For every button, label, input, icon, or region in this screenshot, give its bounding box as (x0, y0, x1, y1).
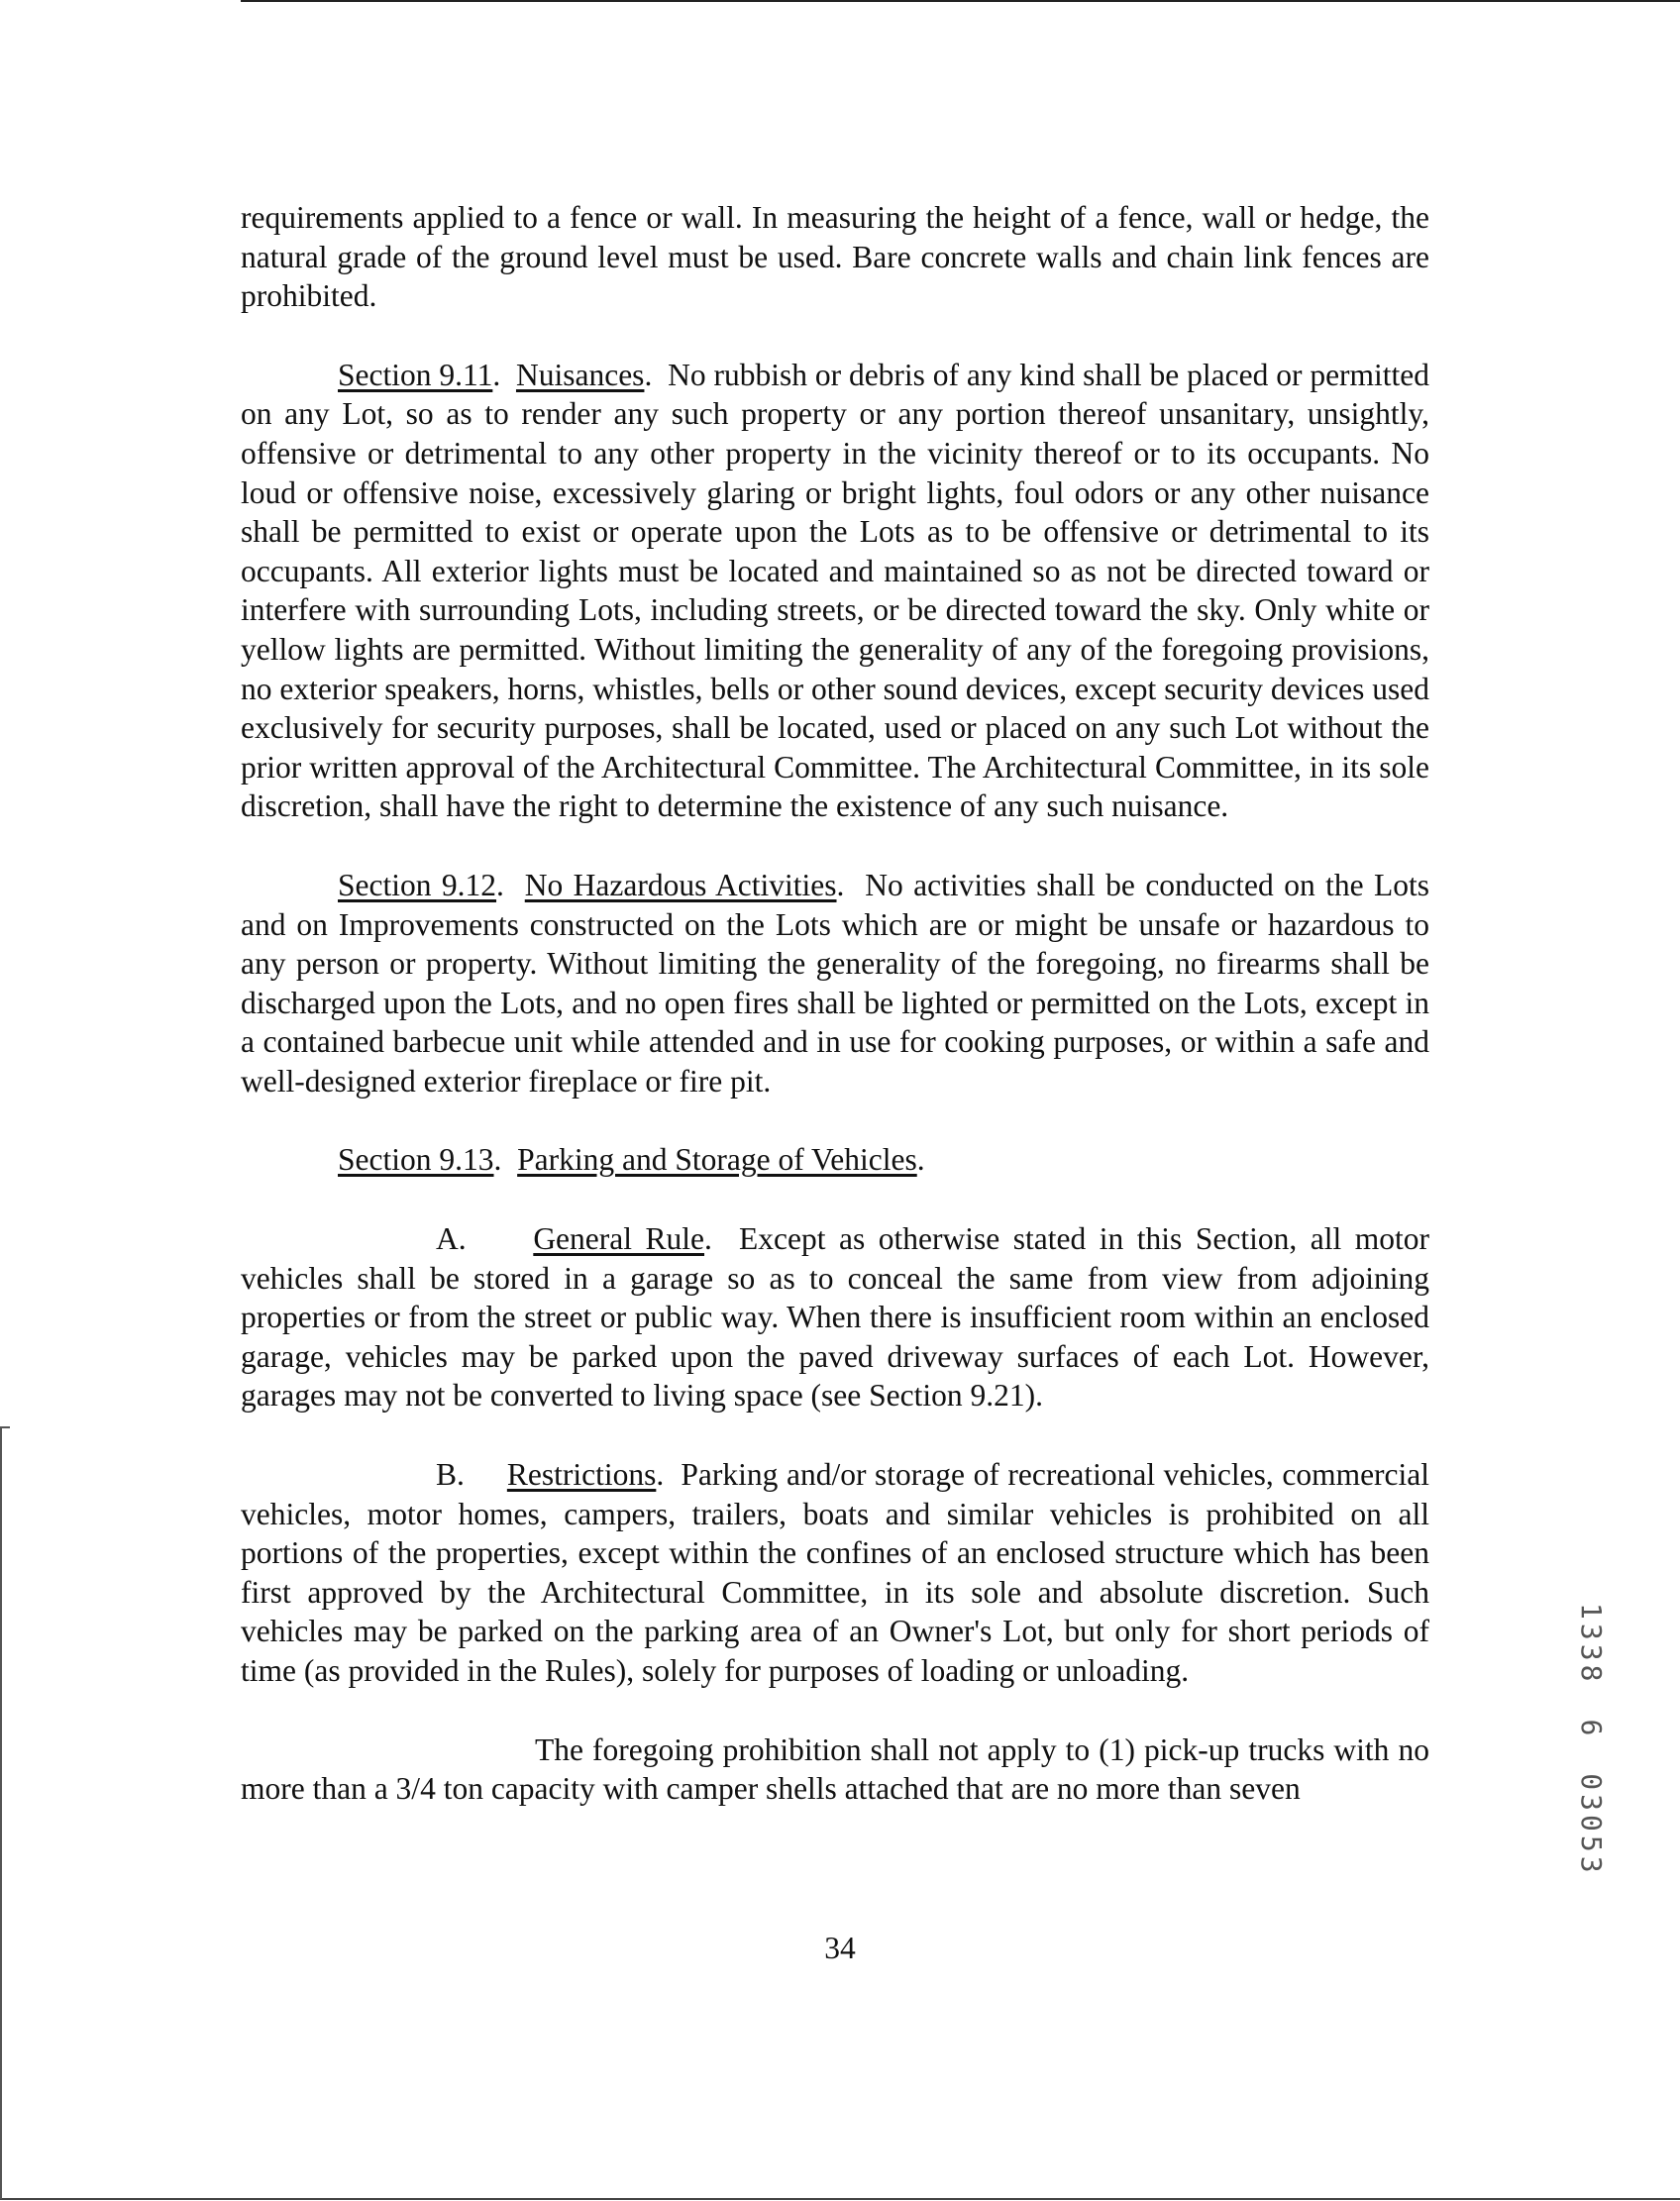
section-9-12: Section 9.12. No Hazardous Activities. No activities shall be conducted on the Lots and on Improvements constructed on the Lots which are or might be unsafe or hazardous to any person or property. Without limiting the generality of the foregoing, no firearms shall be discharged upon the Lots, and no open fires shall be lighted or permitted on the Lots, except in a contained barbecue unit while attended and in use for cooking purposes, or within a safe and well-designed exterior fireplace or fire pit. (241, 867, 1430, 1099)
document-stamp-number (1576, 1603, 1606, 1877)
subsection-b-body: Parking and/or storage of recreational vehicles, commercial vehicles, motor homes, campers, trailers, boats and similar vehicles is prohibited on all portions of the properties, except within the confines of an enclosed structure which has been first approved by the Architectural Committee, in its sole and absolute discretion. Such vehicles may be parked on the parking area of an Owner's Lot, but only for short periods of time (as provided in the Rules), solely for purposes of loading or unloading. (241, 1457, 1430, 1688)
section-9-11: Section 9.11. Nuisances. No rubbish or debris of any kind shall be placed or permitted on any Lot, so as to render any such property or any portion thereof unsanitary, unsightly, offensive or detrimental to any other property in the vicinity thereof or to its occupants. No loud or offensive noise, excessively glaring or bright lights, foul odors or any other nuisance shall be permitted to exist or operate upon the Lots as to be offensive or detrimental to its occupants. All exterior lights must be located and maintained so as not be directed toward or interfere with surrounding Lots, including streets, or be directed toward the sky. Only white or yellow lights are permitted. Without limiting the generality of any of the foregoing provisions, no exterior speakers, horns, whistles, bells or other sound devices, except security devices used exclusively for security purposes, shall be located, used or placed on any such Lot without the prior written approval of the Architectural Committee. The Architectural Committee, in its sole discretion, shall have the right to determine the existence of any such nuisance. (241, 357, 1430, 824)
section-9-11-body: No rubbish or debris of any kind shall be placed or permitted on any Lot, so as to render any such property or any portion thereof unsanitary, unsightly, offensive or detrimental to any other property in the vicinity thereof or to its occupants. No loud or offensive noise, excessively glaring or bright lights, foul odors or any other nuisance shall be permitted to exist or operate upon the Lots as to be offensive or detrimental to its occupants. All exterior lights must be located and maintained so as not be directed toward or interfere with surrounding Lots, including streets, or be directed toward the sky. Only white or yellow lights are permitted. Without limiting the generality of any of the foregoing provisions, no exterior speakers, horns, whistles, bells or other sound devices, except security devices used exclusively for security purposes, shall be located, used or placed on any such Lot without the prior written approval of the Architectural Committee. The Architectural Committee, in its sole discretion, shall have the right to determine the existence of any such nuisance. (241, 357, 1430, 824)
document-body (241, 198, 1429, 1809)
stamp-part-1: 1338 (1575, 1603, 1608, 1686)
subsection-a: A. General Rule. Except as otherwise stated in this Section, all motor vehicles shall be stored in a garage so as to conceal the same from view from adjoining properties or from the street or public way. When there is insufficient room within an enclosed garage, vehicles may be parked upon the paved driveway surfaces of each Lot. However, garages may not be converted to living space (see Section 9.21). (241, 1221, 1430, 1414)
page-number: 34 (824, 1931, 856, 1965)
section-9-13-title: Parking and Storage of Vehicles (517, 1142, 917, 1178)
section-9-12-body: No activities shall be conducted on the Lots and on Improvements constructed on the Lots which are or might be unsafe or hazardous to any person or property. Without limiting the generality of the foregoing, no firearms shall be discharged upon the Lots, and no open fires shall be lighted or permitted on the Lots, except in a contained barbecue unit while attended and in use for cooking purposes, or within a safe and well-designed exterior fireplace or fire pit. (241, 867, 1430, 1099)
subsection-a-body: Except as otherwise stated in this Section, all motor vehicles shall be stored in a garage so as to conceal the same from view from adjoining properties or from the street or public way. When there is insufficient room within an enclosed garage, vehicles may be parked upon the paved driveway surfaces of each Lot. However, garages may not be converted to living space (see Section 9.21). (241, 1221, 1430, 1414)
section-9-12-label: Section 9.12 (338, 867, 497, 902)
section-9-12-title: No Hazardous Activities (524, 867, 837, 902)
subsection-b-title: Restrictions (506, 1457, 657, 1493)
paragraph-foregoing-prohibition: The foregoing prohibition shall not apply to (1) pick-up trucks with no more than a 3/4 ton capacity with camper shells attached that are no more than seven (241, 1731, 1429, 1807)
paragraph-fence-continuation: requirements applied to a fence or wall. In measuring the height of a fence, wall or hedge, the natural grade of the ground level must be used. Bare concrete walls and chain link fences are prohibited. (241, 200, 1429, 314)
scan-border-bottom (0, 2198, 1680, 2200)
subsection-a-title: General Rule (533, 1221, 705, 1257)
scan-border-top (241, 0, 1680, 2)
section-9-13-label: Section 9.13 (338, 1142, 494, 1178)
subsection-a-marker: A. (436, 1221, 467, 1257)
stamp-part-3: 03053 (1575, 1773, 1608, 1877)
subsection-b-marker: B. (436, 1457, 465, 1493)
stamp-part-2: 6 (1575, 1719, 1608, 1740)
section-9-13-heading: Section 9.13. Parking and Storage of Vehicles. (338, 1142, 925, 1178)
subsection-b: B. Restrictions. Parking and/or storage of recreational vehicles, commercial vehicles, motor homes, campers, trailers, boats and similar vehicles is prohibited on all portions of the properties, except within the confines of an enclosed structure which has been first approved by the Architectural Committee, in its sole and absolute discretion. Such vehicles may be parked on the parking area of an Owner's Lot, but only for short periods of time (as provided in the Rules), solely for purposes of loading or unloading. (241, 1457, 1430, 1688)
section-9-11-label: Section 9.11 (338, 357, 493, 392)
section-9-11-title: Nuisances (515, 357, 645, 392)
scan-border-left (0, 1426, 2, 2199)
